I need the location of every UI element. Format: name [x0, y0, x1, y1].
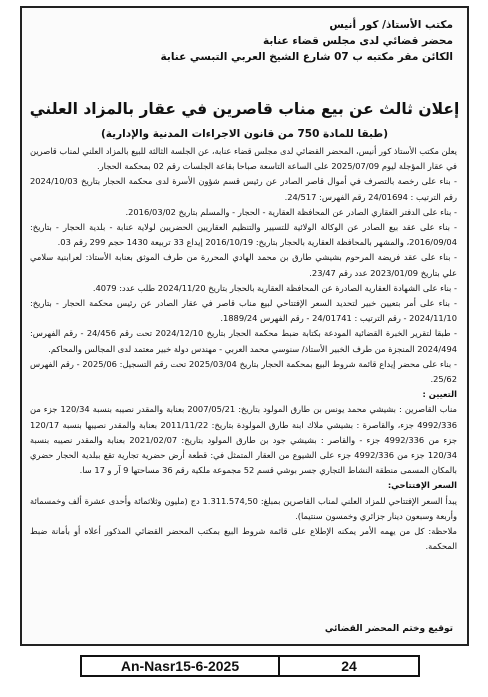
notice-subtitle: (طبقا للمادة 750 من قانون الاجراءات المدنية والإدارية): [100, 128, 388, 140]
bailiff-title: محضر قضائي لدى مجلس قضاء عنابة: [262, 35, 453, 47]
note-text: ملاحظة: كل من يهمه الأمر يمكنه الإطلاع على قائمة شروط البيع بمكتب المحضر القضائي المذكور أعلاه أو بأمانة ضبط المحكمة.: [30, 526, 457, 552]
bailiff-address: الكائن مقر مكتبه ب 07 شارع الشيخ العربي التبسي عنابة: [160, 51, 453, 63]
bailiff-office-name: مكتب الأستاذ/ كور أنيس: [329, 19, 453, 31]
signature-line: توقيع وختم المحضر القضائي: [324, 624, 453, 634]
newspaper-date-code: An-Nasr15-6-2025: [80, 655, 280, 677]
designation-text: مناب القاصرين : بشيشي محمد يونس بن طارق المولود بتاريخ: 2007/05/21 بعنابة والمقدر نصيبه بنسبة 120/34 جزء من 4992/336 جزء، والقاصرة : بشيشي ملاك ابنة طارق المولودة بتاريخ: 2011/11/22 بعنابة والمقدر نصيبها بنسبة 120/17 جزء من 4992/336 جزء - والقاصر : بشيشي جود بن طارق المولود بتاريخ: 2021/02/07 بعنابة والمقدر نصيبه بنسبة 120/34 جزء من 4992/336 جزء على الشيوع من العقار المتمثل في: قطعة أرض حضرية تجارية تقع ببلدية الحجار حضري بالمكان المسمى منطقة النشاط التجاري جسر بوشي قسم 52 مجموعة ملكية رقم 36 مساحتها 9 آر و 17 سا.: [30, 404, 458, 476]
notice-body: [30, 144, 457, 554]
price-heading: السعر الإفتتاحي:: [387, 480, 457, 491]
designation-heading: التعيين :: [422, 389, 457, 400]
paragraph-intro: يعلن مكتب الأستاذ كور أنيس، المحضر القضائي لدى مجلس قضاء عنابة، عن الجلسة الثالثة للبيع بالمزاد العلني لمناب قاصرين في عقار المؤجلة ليوم 2025/07/09 على الساعة التاسعة صباحا بقاعة الجلسات رقم 02 بمحكمة الحجار.: [30, 146, 457, 172]
paragraph-certificate: - بناء على الشهادة العقارية الصادرة عن المحافظة العقارية بالحجار بتاريخ 2024/11/20 طلب عدد: 4079.: [92, 282, 457, 293]
notice-title: إعلان ثالث عن بيع مناب قاصرين في عقار بالمزاد العلني: [29, 100, 460, 118]
paragraph-land-book: - بناء على الدفتر العقاري الصادر عن المحافظة العقارية - الحجار - والمسلم بتاريخ 2016/03/02.: [125, 206, 457, 217]
page-number: 24: [280, 655, 420, 677]
paragraph-inheritance: - بناء على عقد فريضة المرحوم بشيشي طارق بن محمد الهادي المحررة من طرف الموثق بعنابة الأستاذ: لعرابنية سلامي علي بتاريخ 2023/01/09 عدد رقم 23/47.: [30, 252, 457, 278]
paragraph-expert-order: - بناء على أمر بتعيين خبير لتحديد السعر الإفتتاحي لبيع مناب قاصر في عقار الصادر عن رئيس محكمة الحجار - بتاريخ: 2024/11/10 - رقم الترتيب : 24/01741 - رقم الفهرس 1889/24.: [30, 298, 457, 324]
auction-notice: [20, 6, 469, 646]
paragraph-conditions: - بناء على محضر إيداع قائمة شروط البيع بمحكمة الحجار بتاريخ 2025/03/04 تحت رقم التسجيل: 2025/06 - رقم الفهرس 25/62.: [30, 358, 457, 385]
paragraph-permit: - بناء على رخصة بالتصرف في أموال قاصر الصادر عن رئيس قسم شؤون الأسرة لدى محكمة الحجار بتاريخ 2024/10/03 رقم الترتيب : 24/01694 رقم الفهرس: 24/517.: [30, 176, 457, 202]
paragraph-expert-report: - طبقا لتقرير الخبرة القضائية المودعة بكتابة ضبط محكمة الحجار بتاريخ 2024/12/10 تحت رقم 24/456 - رقم الفهرس: 2024/494 المنجزة من طرف الخبير الأستاذ/ سنوسي محمد العربي - مهندس دولة خبير معتمد لدى المجالس والمحاكم.: [30, 328, 457, 354]
price-text: يبدأ السعر الإفتتاحي للمزاد العلني لمناب القاصرين بمبلغ: 1.311.574,50 دج (مليون وثلاثمائة وأحدى عشرة ألف وخمسمائة وأربعة وسبعون دينار جزائري وخمسون سنتيما).: [30, 495, 457, 521]
paragraph-sale-deed: - بناء على عقد بيع الصادر عن الوكالة الولائية للتسيير والتنظيم العقاريين الحضريين لولاية عنابة - بلدية الحجار - بتاريخ: 2016/09/04، والمشهر بالمحافظة العقارية بالحجار بتاريخ: 2016/10/19 إيداع 33 تربيعة 1430 حجم 299 رقم 03.: [30, 222, 457, 248]
